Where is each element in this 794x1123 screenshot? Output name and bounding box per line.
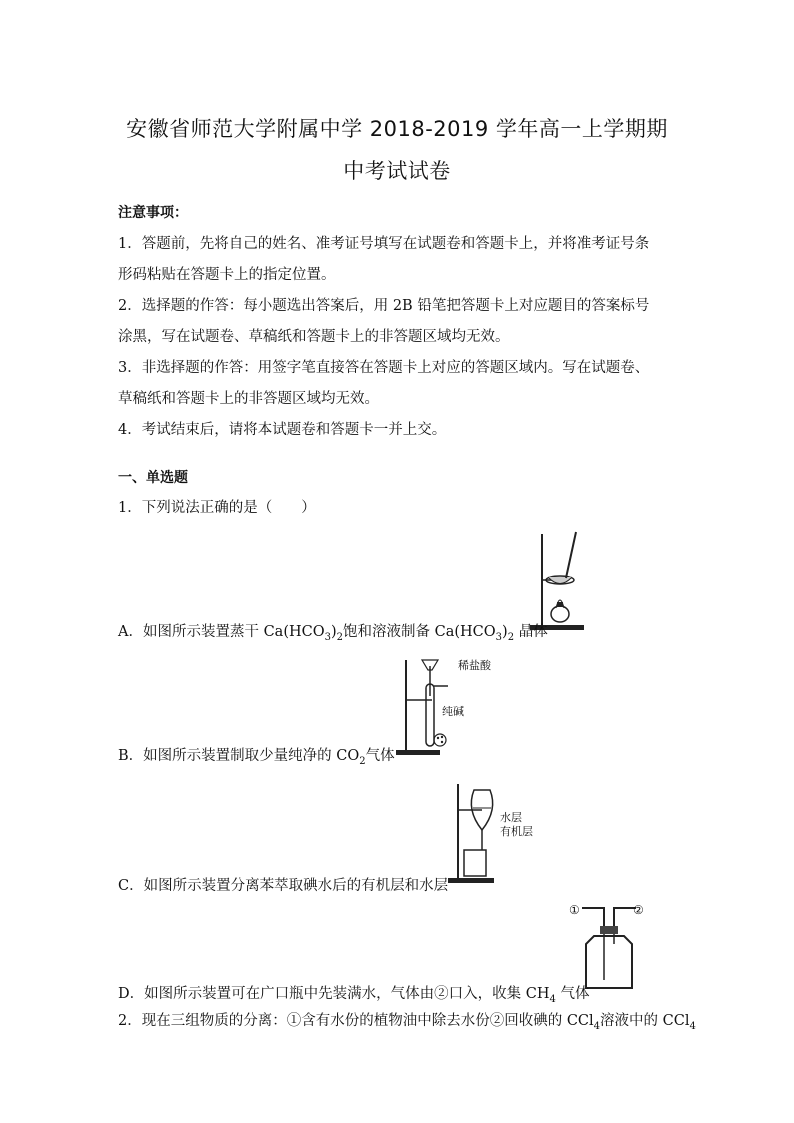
label-port-2: ② — [633, 903, 644, 917]
question-1-option-d: D．如图所示装置可在广口瓶中先装满水，气体由②口入，收集 $CH_4$ 气体 — [118, 986, 590, 1005]
notice-item-3: 3．非选择题的作答：用签字笔直接答在答题卡上对应的答题区域内。写在试题卷、 — [118, 360, 650, 376]
question-2-stem: 2．现在三组物质的分离：①含有水份的植物油中除去水份②回收碘的 CCl$_4$溶液中的 CCl$_4$ — [118, 1013, 696, 1032]
label-port-1: ① — [569, 903, 580, 917]
separatory-funnel-drawing — [444, 780, 504, 886]
evaporation-apparatus-drawing — [526, 530, 588, 632]
label-water-layer: 水层 — [500, 811, 522, 824]
label-soda-ash: 纯碱 — [442, 705, 464, 718]
notice-item-2: 2．选择题的作答：每小题选出答案后，用 2B 铅笔把答题卡上对应题目的答案标号 — [118, 298, 650, 314]
notice-item-2-cont: 涂黑，写在试题卷、草稿纸和答题卡上的非答题区域均无效。 — [118, 329, 510, 345]
notice-item-4: 4．考试结束后，请将本试题卷和答题卡一并上交。 — [118, 422, 447, 438]
notice-item-1-cont: 形码粘贴在答题卡上的指定位置。 — [118, 267, 336, 283]
question-1-option-c: C．如图所示装置分离苯萃取碘水后的有机层和水层 — [118, 878, 449, 894]
separatory-funnel-figure — [444, 780, 504, 886]
notice-item-3-cont: 草稿纸和答题卡上的非答题区域均无效。 — [118, 391, 379, 407]
label-organic-layer: 有机层 — [500, 825, 533, 838]
notice-heading: 注意事项： — [118, 205, 188, 221]
page-title-line2: 中考试试卷 — [343, 159, 451, 183]
page-title-line1: 安徽省师范大学附属中学 2018-2019 学年高一上学期期 — [126, 117, 668, 141]
question-1-option-a: A．如图所示装置蒸干 $Ca(HCO_3)_2$饱和溶液制备 $Ca(HCO_3)_2$ 晶体 — [118, 624, 548, 643]
question-1-option-b: B．如图所示装置制取少量纯净的 $CO_2$气体 — [118, 748, 395, 767]
label-dilute-hcl: 稀盐酸 — [458, 659, 491, 672]
question-1-stem: 1．下列说法正确的是（ ） — [118, 500, 316, 516]
section-title: 一、单选题 — [118, 470, 188, 486]
notice-item-1: 1．答题前，先将自己的姓名、准考证号填写在试题卷和答题卡上，并将准考证号条 — [118, 236, 650, 252]
evaporation-apparatus-figure — [526, 530, 588, 632]
